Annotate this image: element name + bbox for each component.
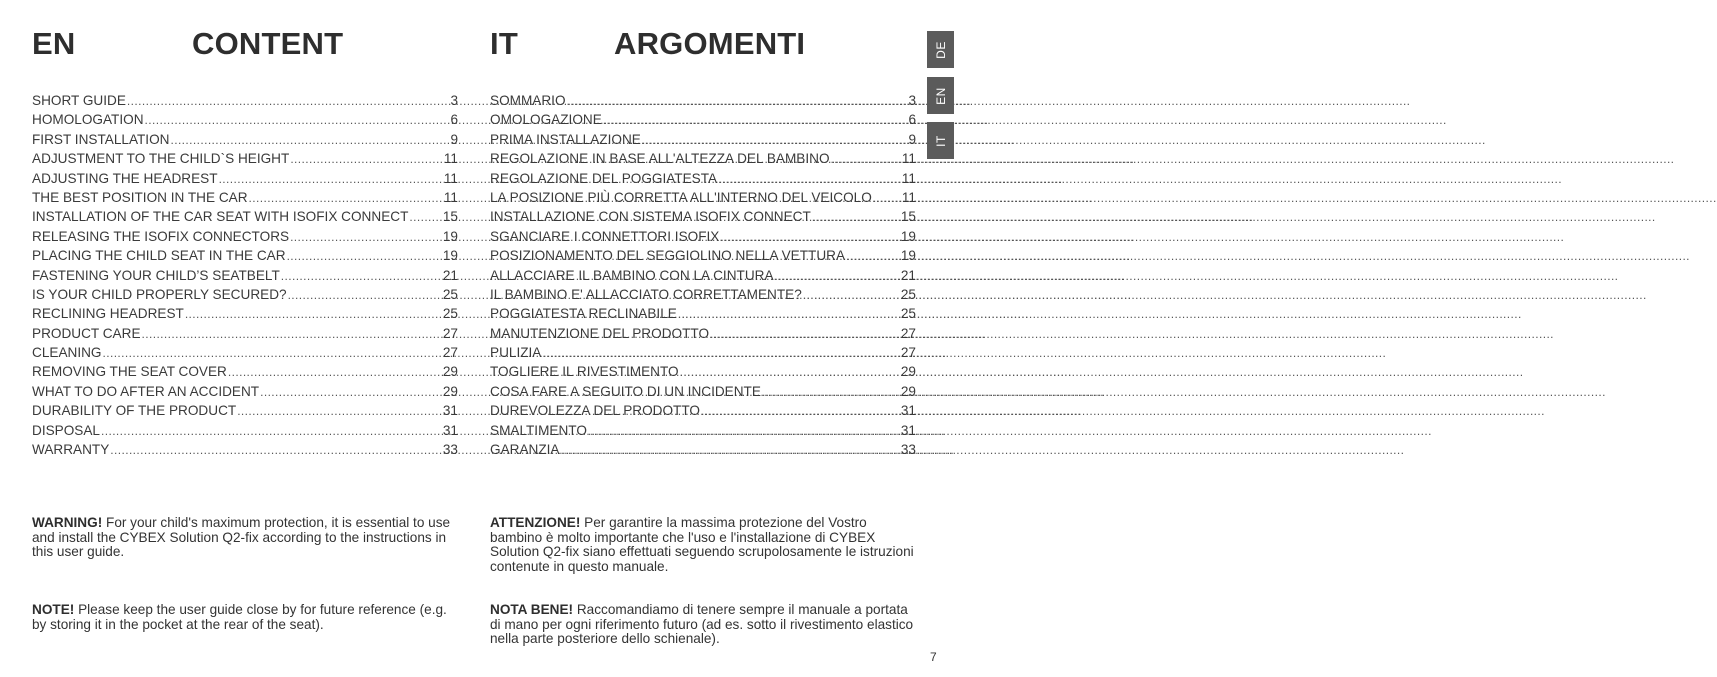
toc-entry[interactable]	[32, 207, 458, 226]
toc-entry[interactable]	[490, 440, 916, 459]
toc-entry-page: 11	[901, 170, 916, 186]
note-text-en: Please keep the user guide close by for future reference (e.g. by storing it in the pocket at the rear of the seat).	[32, 602, 447, 632]
toc-dot-leader	[873, 189, 901, 208]
toc-dot-leader	[103, 344, 442, 363]
language-tab-it[interactable]	[927, 122, 954, 159]
toc-entry-page: 31	[900, 422, 916, 438]
toc-entry-page: 15	[442, 209, 458, 225]
toc-dot-leader	[170, 131, 449, 150]
toc-entry-title: COSA FARE A SEGUITO DI UN INCIDENTE	[490, 383, 761, 399]
toc-dot-leader	[567, 92, 908, 111]
toc-entry-title: LA POSIZIONE PIÙ CORRETTA ALL'INTERNO DEL VEICOLO	[490, 189, 872, 205]
toc-dot-leader	[142, 325, 442, 344]
toc-entry[interactable]	[490, 285, 916, 304]
toc-entry-title: POGGIATESTA RECLINABILE	[490, 306, 677, 322]
toc-entry-title: PRIMA INSTALLAZIONE	[490, 131, 641, 147]
toc-entry-title: GARANZIA	[490, 442, 560, 458]
toc-dot-leader	[803, 286, 900, 305]
toc-entry-page: 9	[450, 131, 458, 147]
toc-entry-title: ALLACCIARE IL BAMBINO CON LA CINTURA	[490, 267, 774, 283]
toc-entry[interactable]	[32, 382, 458, 401]
toc-entry-title: REMOVING THE SEAT COVER	[32, 364, 227, 380]
toc-entry[interactable]	[32, 324, 458, 343]
toc-entry-page: 31	[442, 422, 458, 438]
language-tab-en-label: EN	[933, 86, 948, 105]
toc-entry[interactable]	[490, 149, 916, 168]
toc-entry-page: 15	[900, 209, 916, 225]
toc-entry-page: 19	[442, 228, 458, 244]
toc-entry[interactable]	[32, 440, 458, 459]
toc-entry-title: DISPOSAL	[32, 422, 100, 438]
toc-entry[interactable]	[490, 324, 916, 343]
toc-entry[interactable]	[490, 304, 916, 323]
toc-entry-page: 11	[443, 170, 458, 186]
toc-dot-leader	[288, 286, 442, 305]
toc-entry-title: IS YOUR CHILD PROPERLY SECURED?	[32, 286, 287, 302]
language-tab-it-label: IT	[933, 134, 948, 147]
toc-entry-title: ADJUSTMENT TO THE CHILD`S HEIGHT	[32, 151, 290, 167]
toc-entry-title: WARRANTY	[32, 442, 110, 458]
toc-entry[interactable]	[490, 227, 916, 246]
toc-dot-leader	[260, 383, 442, 402]
toc-entry-page: 9	[908, 131, 916, 147]
toc-entry-title: OMOLOGAZIONE	[490, 112, 602, 128]
toc-entry[interactable]	[490, 401, 916, 420]
toc-dot-leader	[290, 228, 442, 247]
toc-entry[interactable]	[490, 421, 916, 440]
toc-entry[interactable]	[32, 266, 458, 285]
toc-dot-leader	[290, 150, 443, 169]
toc-entry-title: PLACING THE CHILD SEAT IN THE CAR	[32, 248, 286, 264]
toc-entry-title: PULIZIA	[490, 345, 542, 361]
toc-dot-leader	[287, 247, 442, 266]
warning-text-it: Per garantire la massima protezione del Vostro bambino è molto importante che l'uso e l'installazione di CYBEX Solution Q2-fix siano effettuati seguendo scrupolosamente le istruzioni contenute in questo manuale.	[490, 515, 914, 574]
toc-entry-title: POSIZIONAMENTO DEL SEGGIOLINO NELLA VETTURA	[490, 248, 846, 264]
toc-entry-page: 21	[442, 267, 458, 283]
toc-entry[interactable]	[32, 401, 458, 420]
toc-entry[interactable]	[490, 362, 916, 381]
toc-dot-leader	[603, 111, 908, 130]
warning-text-en: For your child's maximum protection, it is essential to use and install the CYBEX Solution Q2-fix according to the instructions in this user guide.	[32, 515, 451, 560]
toc-entry-title: REGOLAZIONE DEL POGGIATESTA	[490, 170, 718, 186]
toc-dot-leader	[846, 247, 900, 266]
toc-entry-page: 31	[900, 403, 916, 419]
toc-dot-leader	[145, 111, 450, 130]
toc-entry[interactable]	[32, 304, 458, 323]
toc-entry-title: DURABILITY OF THE PRODUCT	[32, 403, 237, 419]
note-text-it: Raccomandiamo di tenere sempre il manuale a portata di mano per ogni riferimento futuro (ad es. sotto il rivestimento elastico nella parte posteriore dello schienale).	[490, 602, 914, 647]
toc-entry-page: 27	[900, 345, 916, 361]
toc-entry-page: 19	[442, 248, 458, 264]
toc-entry[interactable]	[32, 421, 458, 440]
note-en	[32, 603, 460, 632]
toc-entry[interactable]	[490, 91, 916, 110]
toc-dot-leader	[720, 228, 900, 247]
toc-dot-leader	[718, 170, 901, 189]
toc-entry-title: INSTALLATION OF THE CAR SEAT WITH ISOFIX CONNECT	[32, 209, 409, 225]
toc-entry[interactable]	[490, 382, 916, 401]
toc-dot-leader	[281, 267, 442, 286]
toc-entry-page: 29	[442, 364, 458, 380]
toc-entry-page: 11	[443, 151, 458, 167]
toc-entry[interactable]	[490, 169, 916, 188]
toc-entry-page: 11	[901, 189, 916, 205]
toc-dot-leader	[228, 363, 442, 382]
toc-entry[interactable]	[490, 188, 916, 207]
toc-dot-leader	[678, 305, 900, 324]
toc-dot-leader	[680, 363, 900, 382]
toc-entry-page: 11	[901, 151, 916, 167]
toc-entry-title: SGANCIARE I CONNETTORI ISOFIX	[490, 228, 720, 244]
toc-dot-leader	[561, 441, 900, 460]
toc-dot-leader	[710, 325, 900, 344]
note-label-en: NOTE!	[32, 602, 75, 617]
toc-dot-leader	[127, 92, 450, 111]
toc-entry-title: REGOLAZIONE IN BASE ALL'ALTEZZA DEL BAMBINO	[490, 151, 830, 167]
toc-entry-page: 3	[450, 93, 458, 108]
toc-dot-leader	[812, 208, 900, 227]
language-tab-de[interactable]	[927, 31, 954, 68]
toc-dot-leader	[185, 305, 442, 324]
toc-dot-leader	[701, 402, 900, 421]
toc-entry-page: 33	[442, 442, 458, 458]
toc-entry-title: HOMOLOGATION	[32, 112, 144, 128]
toc-entry-title: SHORT GUIDE	[32, 93, 126, 108]
toc-entry[interactable]	[32, 246, 458, 265]
toc-entry-page: 3	[908, 93, 916, 108]
toc-entry[interactable]	[32, 362, 458, 381]
warning-label-en: WARNING!	[32, 515, 103, 530]
toc-entry[interactable]	[32, 149, 458, 168]
toc-entry-title: FASTENING YOUR CHILD’S SEATBELT	[32, 267, 280, 283]
toc-entry[interactable]	[32, 169, 458, 188]
toc-entry[interactable]	[490, 266, 916, 285]
toc-entry-page: 19	[900, 228, 916, 244]
it-section-title: ARGOMENTI	[614, 26, 806, 61]
note-it	[490, 603, 918, 647]
toc-entry-title: INSTALLAZIONE CON SISTEMA ISOFIX CONNECT	[490, 209, 811, 225]
toc-entry-title: SMALTIMENTO	[490, 422, 587, 438]
toc-entry-title: CLEANING	[32, 345, 102, 361]
toc-entry-page: 21	[900, 267, 916, 283]
toc-entry-title: WHAT TO DO AFTER AN ACCIDENT	[32, 383, 260, 399]
toc-entry-page: 6	[908, 112, 916, 128]
toc-entry-title: ADJUSTING THE HEADREST	[32, 170, 218, 186]
toc-dot-leader	[101, 422, 442, 441]
toc-entry[interactable]	[490, 207, 916, 226]
note-label-it: NOTA BENE!	[490, 602, 574, 617]
toc-entry-page: 31	[442, 403, 458, 419]
toc-entry-page: 25	[442, 286, 458, 302]
language-tab-de-label: DE	[933, 40, 948, 59]
toc-dot-leader	[110, 441, 442, 460]
toc-entry[interactable]	[32, 130, 458, 149]
toc-entry-page: 27	[442, 325, 458, 341]
toc-dot-leader	[831, 150, 901, 169]
toc-entry-page: 25	[900, 286, 916, 302]
toc-entry[interactable]	[32, 343, 458, 362]
toc-dot-leader	[588, 422, 900, 441]
toc-entry[interactable]	[32, 91, 458, 110]
toc-entry-page: 6	[450, 112, 458, 128]
page-number: 7	[930, 650, 937, 664]
toc-dot-leader	[642, 131, 908, 150]
toc-dot-leader	[542, 344, 900, 363]
warning-note-it	[490, 516, 918, 574]
toc-entry-page: 29	[900, 383, 916, 399]
toc-entry-page: 27	[900, 325, 916, 341]
toc-entry-title: TOGLIERE IL RIVESTIMENTO	[490, 364, 679, 380]
toc-entry[interactable]	[32, 188, 458, 207]
toc-entry[interactable]	[490, 130, 916, 149]
toc-entry[interactable]	[490, 110, 916, 129]
toc-entry-page: 27	[442, 345, 458, 361]
toc-entry-title: PRODUCT CARE	[32, 325, 141, 341]
toc-dot-leader	[762, 383, 900, 402]
toc-entry-page: 19	[900, 248, 916, 264]
toc-entry-title: FIRST INSTALLATION	[32, 131, 170, 147]
warning-label-it: ATTENZIONE!	[490, 515, 581, 530]
toc-entry[interactable]	[32, 227, 458, 246]
toc-entry-title: IL BAMBINO E' ALLACCIATO CORRETTAMENTE?	[490, 286, 802, 302]
toc-entry-title: RECLINING HEADREST	[32, 306, 184, 322]
toc-entry[interactable]	[32, 285, 458, 304]
toc-entry-title: THE BEST POSITION IN THE CAR	[32, 189, 248, 205]
toc-dot-leader	[219, 170, 443, 189]
toc-entry-title: RELEASING THE ISOFIX CONNECTORS	[32, 228, 290, 244]
toc-english	[32, 91, 458, 459]
en-language-code: EN	[32, 26, 76, 61]
toc-entry-page: 25	[442, 306, 458, 322]
toc-dot-leader	[409, 208, 441, 227]
toc-entry[interactable]	[490, 246, 916, 265]
toc-entry-page: 29	[442, 383, 458, 399]
toc-entry-page: 11	[443, 189, 458, 205]
toc-entry-title: MANUTENZIONE DEL PRODOTTO	[490, 325, 710, 341]
toc-entry[interactable]	[32, 110, 458, 129]
en-section-title: CONTENT	[192, 26, 344, 61]
toc-dot-leader	[237, 402, 442, 421]
toc-entry-page: 29	[900, 364, 916, 380]
toc-italian	[490, 91, 916, 459]
toc-entry-page: 25	[900, 306, 916, 322]
it-language-code: IT	[490, 26, 518, 61]
toc-entry[interactable]	[490, 343, 916, 362]
toc-entry-title: DUREVOLEZZA DEL PRODOTTO	[490, 403, 700, 419]
warning-note-en	[32, 516, 460, 560]
toc-entry-page: 33	[900, 442, 916, 458]
toc-entry-title: SOMMARIO	[490, 93, 566, 108]
language-tab-en[interactable]	[927, 77, 954, 114]
toc-dot-leader	[249, 189, 443, 208]
toc-dot-leader	[775, 267, 900, 286]
